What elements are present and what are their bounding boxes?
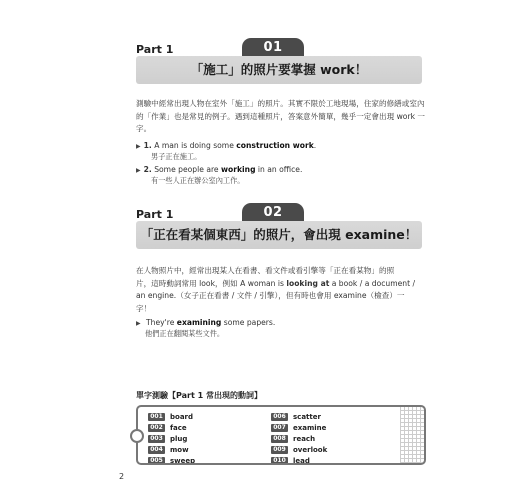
- vocab-item: 006 scatter: [271, 411, 327, 422]
- vocab-item: 003 plug: [148, 433, 195, 444]
- vocab-item: 004 mow: [148, 444, 195, 455]
- example-text-post: .: [313, 141, 317, 150]
- example-keyword: working: [221, 165, 256, 174]
- vocab-item: 005 sweep: [148, 455, 195, 465]
- page-number: 2: [119, 472, 125, 481]
- vocab-box: [136, 405, 426, 465]
- section-tab-1: 01: [242, 38, 304, 56]
- bullet-triangle-icon: ▶: [136, 143, 141, 150]
- part-label-1: Part 1: [136, 43, 174, 56]
- example-number: 2.: [143, 165, 152, 174]
- section-paragraph-2: [136, 265, 426, 315]
- example-2-1: [136, 317, 275, 329]
- vocab-item: 001 board: [148, 411, 195, 422]
- example-translation-1-1: 男子正在施工。: [151, 152, 202, 161]
- example-keyword: construction work: [236, 141, 314, 150]
- binder-ring-icon: [130, 429, 144, 443]
- section-heading-1: 「施工」的照片要掌握 work！: [136, 56, 422, 84]
- example-translation-1-2: 有一些人正在辦公室內工作。: [151, 176, 245, 185]
- part-label-2: Part 1: [136, 208, 174, 221]
- bullet-triangle-icon: ▶: [136, 320, 141, 327]
- grid-pattern: [400, 407, 424, 463]
- vocab-column-left: [148, 411, 195, 465]
- paragraph-line: 字！: [136, 303, 152, 313]
- vocab-item: 002 face: [148, 422, 195, 433]
- vocab-item: 007 examine: [271, 422, 327, 433]
- bullet-triangle-icon: ▶: [136, 167, 141, 174]
- example-text-pre: Some people are: [154, 165, 222, 174]
- vocab-item: 009 overlook: [271, 444, 327, 455]
- vocab-item: 008 reach: [271, 433, 327, 444]
- example-keyword: examining: [176, 318, 222, 327]
- paragraph-line: an engine.（女子正在看書 / 文件 / 引擎），但有時也會用 examine（檢查）一: [136, 291, 405, 300]
- example-1-2: [136, 164, 302, 176]
- example-text-post: some papers.: [221, 318, 276, 327]
- vocab-column-right: [271, 411, 327, 465]
- section-tab-2: 02: [242, 203, 304, 221]
- section-heading-2: 「正在看某個東西」的照片，會出現 examine！: [136, 221, 422, 249]
- example-1-1: [136, 140, 316, 152]
- paragraph-line: 片，這時動詞常用 look，例如 A woman is looking at a book / a document /: [136, 278, 416, 288]
- paragraph-line: 在人物照片中，經常出現某人在看書、看文件或看引擎等「正在看某物」的照: [136, 266, 395, 275]
- example-number: 1.: [143, 141, 152, 150]
- vocab-title: 單字測驗【Part 1 常出現的動詞】: [136, 391, 262, 400]
- example-text-pre: A man is doing some: [154, 141, 237, 150]
- example-text-post: in an office.: [255, 165, 303, 174]
- section-paragraph-1: 測驗中經常出現人物在室外「施工」的照片。其實不限於工地現場，住家的修繕或室內的「作業」也是常見的例子。遇到這種照片，答案意外簡單，幾乎一定會出現 work 一字。: [136, 99, 425, 133]
- example-translation-2-1: 他們正在翻閱某些文件。: [145, 329, 225, 338]
- example-text-pre: They're: [146, 318, 177, 327]
- vocab-item: 010 lead: [271, 455, 327, 465]
